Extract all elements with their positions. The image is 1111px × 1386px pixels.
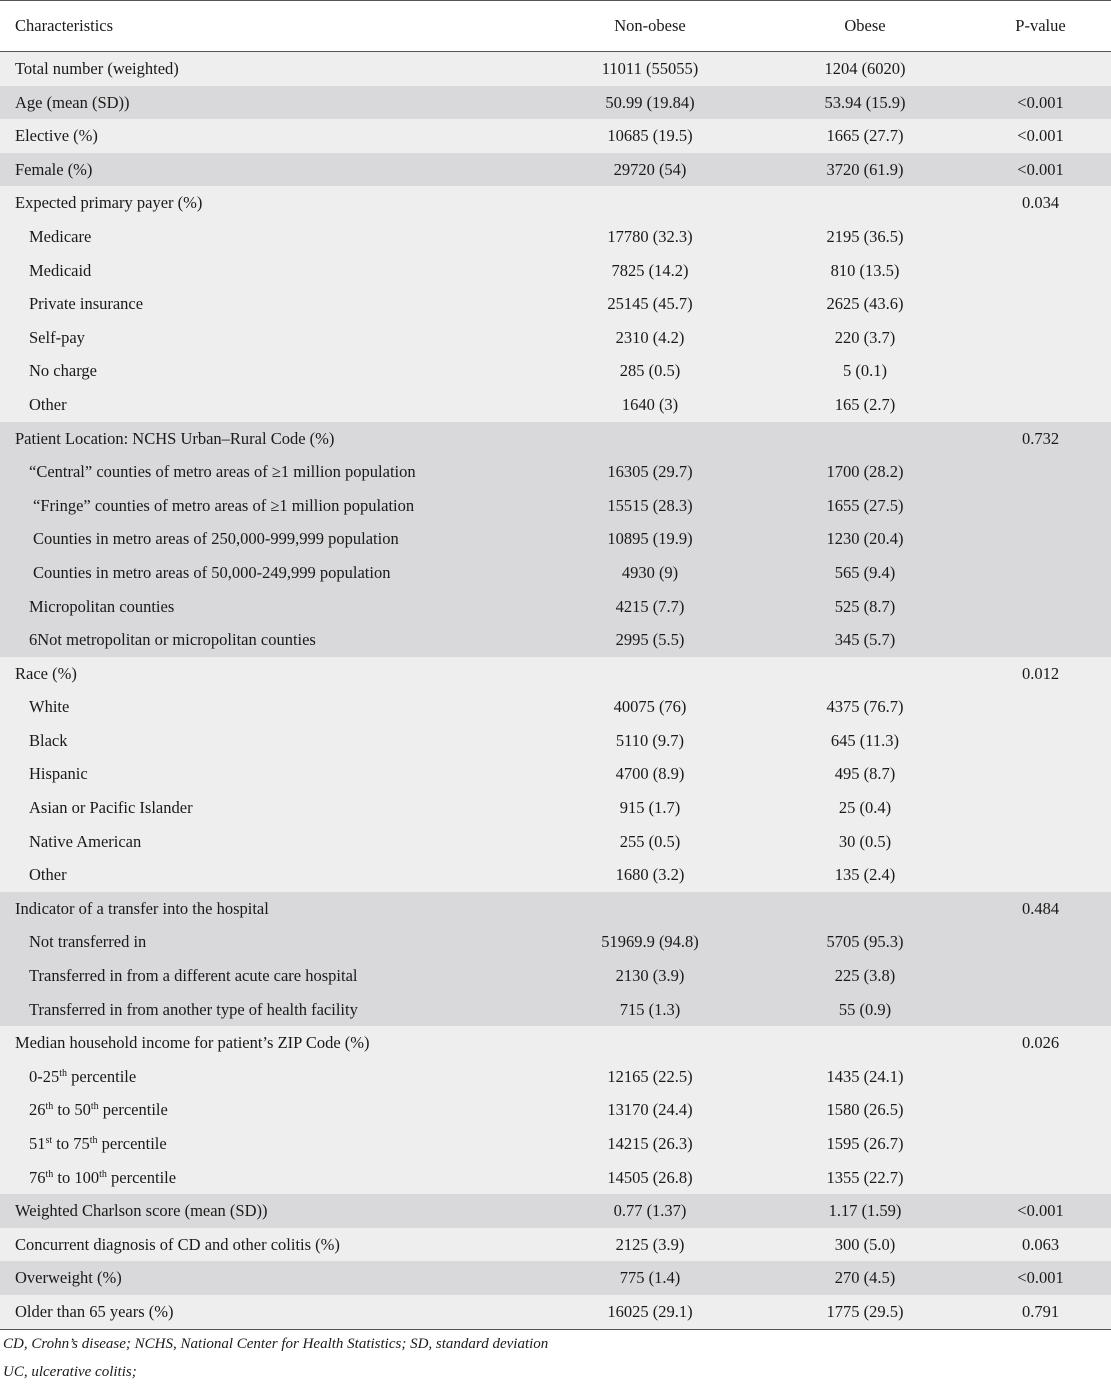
header-non-obese: Non-obese [540,1,760,52]
row-label [0,119,540,153]
row-label [0,321,540,355]
row-label [0,690,540,724]
row-label [0,1194,540,1228]
table-row [0,757,1111,791]
footnote-abbreviations: CD, Crohn’s disease; NCHS, National Center for Health Statistics; SD, standard deviation [3,1335,549,1352]
table-row [0,1295,1111,1329]
cell-obese [760,422,970,456]
cell-p-value [970,287,1111,321]
label-text: to 75 [52,1134,90,1153]
cell-p-value: <0.001 [970,1261,1111,1295]
cell-obese: 2195 (36.5) [760,220,970,254]
table-row [0,791,1111,825]
cell-non-obese: 5110 (9.7) [540,724,760,758]
label-text: percentile [106,1167,177,1187]
cell-non-obese [540,1026,760,1060]
cell-obese: 55 (0.9) [760,993,970,1027]
cell-non-obese: 285 (0.5) [540,354,760,388]
label-text: Transferred in from another type of health facility [29,999,358,1019]
table-row [0,1093,1111,1127]
cell-non-obese: 25145 (45.7) [540,287,760,321]
label-text: Self-pay [29,327,85,347]
cell-non-obese: 915 (1.7) [540,791,760,825]
cell-non-obese: 4700 (8.9) [540,757,760,791]
cell-p-value: 0.063 [970,1228,1111,1262]
cell-p-value [970,1060,1111,1094]
table-row [0,959,1111,993]
cell-non-obese: 255 (0.5) [540,825,760,859]
row-label [0,186,540,220]
table-row [0,1026,1111,1060]
cell-p-value [970,522,1111,556]
row-label [0,254,540,288]
row-label [0,757,540,791]
cell-obese: 1204 (6020) [760,52,970,86]
cell-non-obese: 12165 (22.5) [540,1060,760,1094]
label-text: Native American [29,831,142,851]
cell-obese: 1435 (24.1) [760,1060,970,1094]
footnote-uc: UC, ulcerative colitis; [3,1363,137,1380]
row-label [0,1161,540,1195]
cell-non-obese: 15515 (28.3) [540,489,760,523]
row-label [0,220,540,254]
label-text: Asian or Pacific Islander [29,798,193,818]
label-text: Indicator of a transfer into the hospital [15,898,269,918]
cell-p-value [970,1161,1111,1195]
cell-obese [760,892,970,926]
table-row [0,1161,1111,1195]
cell-obese: 2625 (43.6) [760,287,970,321]
label-text: 0-25 [29,1066,60,1086]
row-label [0,1261,540,1295]
cell-p-value [970,321,1111,355]
label-superscript: th [99,1168,107,1180]
cell-p-value [970,1127,1111,1161]
cell-obese: 165 (2.7) [760,388,970,422]
cell-p-value: 0.732 [970,422,1111,456]
table-row [0,153,1111,187]
label-text: percentile [67,1066,137,1086]
table-row [0,388,1111,422]
cell-non-obese: 29720 (54) [540,153,760,187]
cell-p-value [970,455,1111,489]
table-row [0,1194,1111,1228]
row-label [0,52,540,86]
cell-p-value [970,220,1111,254]
row-label [0,892,540,926]
cell-non-obese: 13170 (24.4) [540,1093,760,1127]
table-row [0,993,1111,1027]
row-label [0,858,540,892]
cell-obese: 1775 (29.5) [760,1295,970,1329]
table-row [0,422,1111,456]
label-text: percentile [97,1134,167,1153]
label-text: Other [29,394,67,414]
cell-non-obese: 2130 (3.9) [540,959,760,993]
cell-non-obese: 10685 (19.5) [540,119,760,153]
label-superscript: th [59,1067,68,1079]
row-label [0,825,540,859]
label-text: Elective (%) [15,126,98,146]
label-text: “Fringe” counties of metro areas of ≥1 million population [33,495,415,515]
cell-non-obese [540,657,760,691]
table-row [0,287,1111,321]
cell-obese: 645 (11.3) [760,724,970,758]
label-text: Medicare [29,226,92,246]
cell-p-value [970,556,1111,590]
cell-obese: 4375 (76.7) [760,690,970,724]
cell-obese: 1580 (26.5) [760,1093,970,1127]
cell-obese: 220 (3.7) [760,321,970,355]
cell-p-value: 0.791 [970,1295,1111,1329]
row-label [0,1228,540,1262]
table-row [0,186,1111,220]
cell-non-obese [540,422,760,456]
cell-non-obese: 715 (1.3) [540,993,760,1027]
label-superscript: th [45,1168,54,1180]
row-label [0,959,540,993]
table-row [0,1127,1111,1161]
label-text: Age (mean (SD)) [15,92,130,112]
row-label [0,556,540,590]
label-text: Overweight (%) [15,1268,122,1288]
cell-obese: 270 (4.5) [760,1261,970,1295]
row-label [0,354,540,388]
row-label [0,455,540,489]
cell-non-obese: 2125 (3.9) [540,1228,760,1262]
cell-p-value [970,52,1111,86]
cell-p-value [970,623,1111,657]
table-row [0,1060,1111,1094]
table-row [0,690,1111,724]
label-text: Hispanic [29,764,88,784]
label-text: Counties in metro areas of 250,000-999,999 population [33,529,399,549]
cell-p-value: 0.034 [970,186,1111,220]
cell-obese: 495 (8.7) [760,757,970,791]
label-text: to 100 [53,1167,100,1187]
label-text: Medicaid [29,260,92,280]
cell-p-value: 0.484 [970,892,1111,926]
cell-p-value [970,993,1111,1027]
cell-obese: 1655 (27.5) [760,489,970,523]
cell-p-value [970,254,1111,288]
label-text: 51 [29,1134,46,1153]
cell-obese: 30 (0.5) [760,825,970,859]
label-text: White [29,697,70,717]
table-row [0,86,1111,120]
cell-obese: 225 (3.8) [760,959,970,993]
cell-non-obese: 775 (1.4) [540,1261,760,1295]
cell-obese [760,657,970,691]
cell-non-obese: 11011 (55055) [540,52,760,86]
table-row [0,254,1111,288]
label-text: 26 [29,1100,46,1120]
label-text: Private insurance [29,294,144,314]
cell-obese: 135 (2.4) [760,858,970,892]
label-text: No charge [29,361,97,381]
table-row [0,892,1111,926]
table-row [0,321,1111,355]
table-row [0,119,1111,153]
cell-obese: 525 (8.7) [760,590,970,624]
cell-p-value [970,1093,1111,1127]
label-text: Other [29,865,67,885]
table-row [0,220,1111,254]
table-row [0,1261,1111,1295]
table-row [0,52,1111,86]
label-text: Counties in metro areas of 50,000-249,999 population [33,562,391,582]
cell-obese: 53.94 (15.9) [760,86,970,120]
cell-non-obese: 7825 (14.2) [540,254,760,288]
cell-p-value [970,489,1111,523]
cell-p-value [970,925,1111,959]
table-body [0,52,1111,1330]
cell-non-obese: 2995 (5.5) [540,623,760,657]
cell-p-value [970,354,1111,388]
cell-non-obese: 16305 (29.7) [540,455,760,489]
cell-non-obese: 1680 (3.2) [540,858,760,892]
cell-obese [760,1026,970,1060]
table-row [0,623,1111,657]
cell-obese: 810 (13.5) [760,254,970,288]
table-row [0,925,1111,959]
row-label [0,1127,540,1161]
label-text: 6Not metropolitan or micropolitan counties [29,630,316,650]
cell-p-value: <0.001 [970,86,1111,120]
cell-p-value: <0.001 [970,119,1111,153]
cell-non-obese: 17780 (32.3) [540,220,760,254]
label-text: 76 [29,1167,46,1187]
table-row [0,489,1111,523]
cell-obese: 565 (9.4) [760,556,970,590]
label-text: Concurrent diagnosis of CD and other colitis (%) [15,1234,340,1254]
cell-obese: 25 (0.4) [760,791,970,825]
row-label [0,657,540,691]
cell-non-obese: 10895 (19.9) [540,522,760,556]
cell-p-value [970,388,1111,422]
row-label [0,1026,540,1060]
cell-p-value [970,825,1111,859]
cell-p-value: 0.012 [970,657,1111,691]
label-text: to 50 [53,1100,91,1120]
label-superscript: st [45,1135,53,1146]
cell-p-value [970,724,1111,758]
cell-p-value: <0.001 [970,1194,1111,1228]
label-text: Race (%) [15,663,77,683]
label-text: Transferred in from a different acute care hospital [29,966,358,986]
cell-non-obese: 1640 (3) [540,388,760,422]
cell-non-obese: 50.99 (19.84) [540,86,760,120]
row-label [0,1093,540,1127]
cell-obese: 3720 (61.9) [760,153,970,187]
row-label [0,590,540,624]
table-row [0,522,1111,556]
cell-non-obese: 14215 (26.3) [540,1127,760,1161]
cell-non-obese: 4930 (9) [540,556,760,590]
table-row [0,858,1111,892]
footnotes [0,1330,1111,1386]
cell-non-obese: 51969.9 (94.8) [540,925,760,959]
row-label [0,1295,540,1329]
table-row [0,657,1111,691]
table-row [0,556,1111,590]
cell-obese: 1230 (20.4) [760,522,970,556]
row-label [0,287,540,321]
cell-p-value [970,858,1111,892]
label-text: Median household income for patient’s ZIP Code (%) [15,1033,370,1053]
row-label [0,489,540,523]
label-text: “Central” counties of metro areas of ≥1 million population [29,462,416,482]
label-text: percentile [98,1100,168,1120]
header-characteristics: Characteristics [0,1,540,52]
row-label [0,724,540,758]
cell-non-obese: 2310 (4.2) [540,321,760,355]
cell-p-value: <0.001 [970,153,1111,187]
label-text: Patient Location: NCHS Urban–Rural Code (%) [15,428,335,448]
label-text: Not transferred in [29,932,147,952]
label-text: Micropolitan counties [29,596,175,616]
cell-non-obese [540,892,760,926]
table-row [0,1228,1111,1262]
row-label [0,153,540,187]
label-text: Expected primary payer (%) [15,193,203,213]
cell-obese: 345 (5.7) [760,623,970,657]
row-label [0,86,540,120]
table-row [0,724,1111,758]
table-row [0,354,1111,388]
header-obese: Obese [760,1,970,52]
cell-non-obese: 40075 (76) [540,690,760,724]
cell-p-value [970,757,1111,791]
label-text: Older than 65 years (%) [15,1301,174,1321]
cell-obese: 1595 (26.7) [760,1127,970,1161]
label-text: Weighted Charlson score (mean (SD)) [15,1201,268,1221]
row-label [0,522,540,556]
label-superscript: th [89,1135,98,1146]
cell-non-obese: 4215 (7.7) [540,590,760,624]
cell-obese: 1665 (27.7) [760,119,970,153]
table-header-row [0,1,1111,52]
label-text: Black [29,730,68,750]
row-label [0,791,540,825]
cell-non-obese: 16025 (29.1) [540,1295,760,1329]
row-label [0,925,540,959]
cell-obese: 300 (5.0) [760,1228,970,1262]
cell-non-obese: 0.77 (1.37) [540,1194,760,1228]
header-p-value: P-value [970,1,1111,52]
cell-p-value [970,690,1111,724]
cell-obese [760,186,970,220]
cell-obese: 1.17 (1.59) [760,1194,970,1228]
cell-p-value [970,590,1111,624]
row-label [0,1060,540,1094]
cell-obese: 5705 (95.3) [760,925,970,959]
table-row [0,590,1111,624]
cell-non-obese: 14505 (26.8) [540,1161,760,1195]
label-superscript: th [90,1101,99,1113]
cell-obese: 5 (0.1) [760,354,970,388]
cell-non-obese [540,186,760,220]
cell-obese: 1700 (28.2) [760,455,970,489]
label-superscript: th [45,1101,54,1113]
table-row [0,455,1111,489]
cell-p-value [970,959,1111,993]
cell-p-value: 0.026 [970,1026,1111,1060]
cell-obese: 1355 (22.7) [760,1161,970,1195]
row-label [0,388,540,422]
label-text: Total number (weighted) [15,59,179,78]
row-label [0,623,540,657]
row-label [0,993,540,1027]
row-label [0,422,540,456]
cell-p-value [970,791,1111,825]
label-text: Female (%) [15,159,93,179]
table-row [0,825,1111,859]
